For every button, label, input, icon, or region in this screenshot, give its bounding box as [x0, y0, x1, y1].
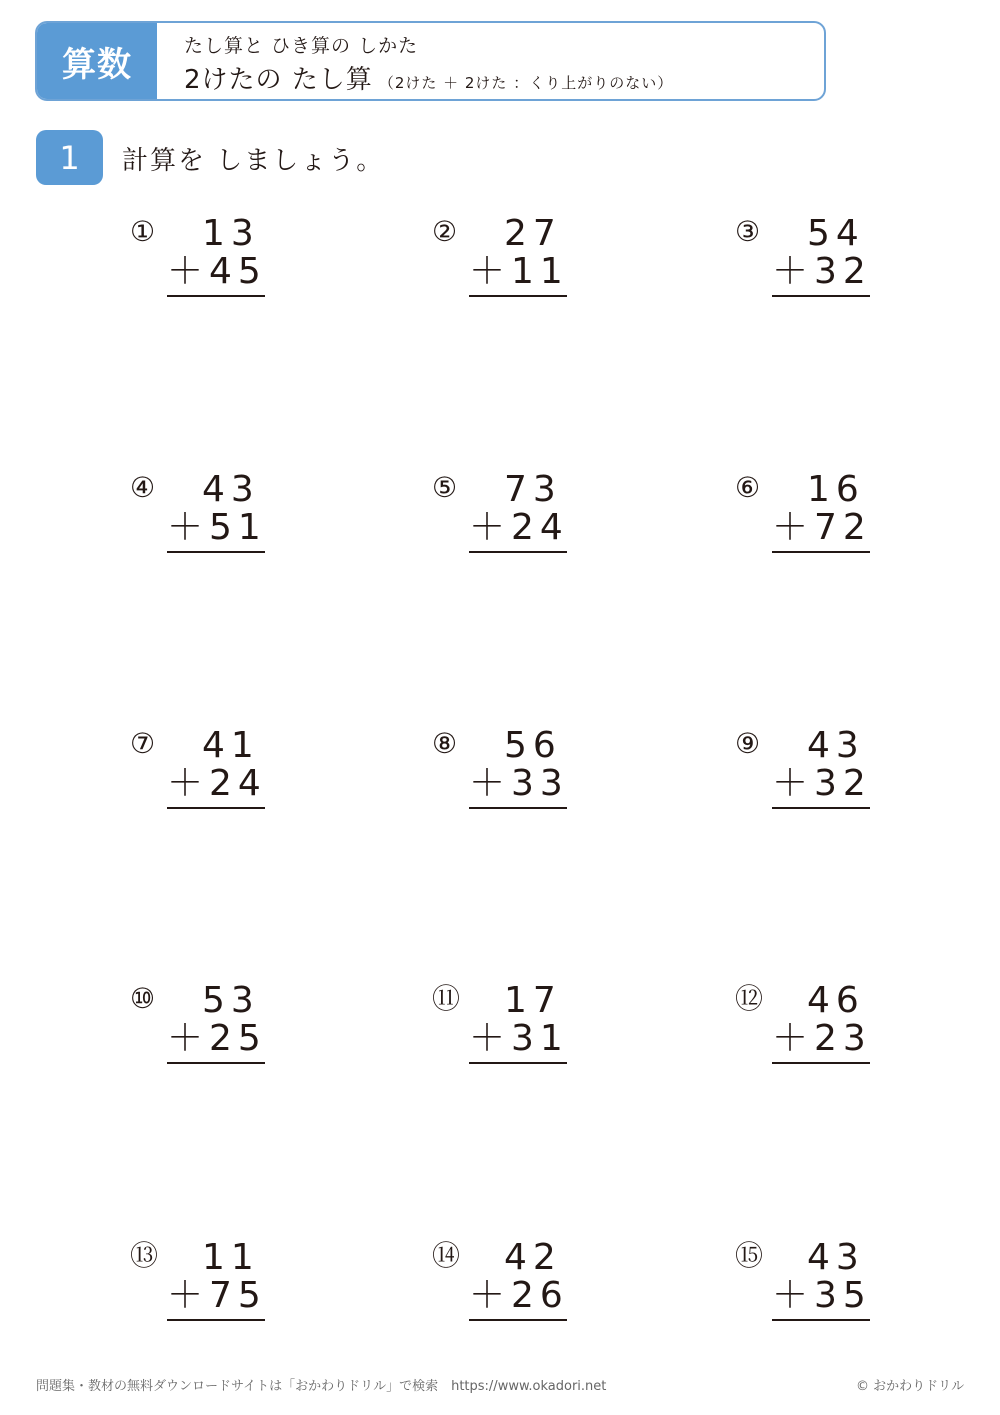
- addend-top: 16: [807, 469, 865, 510]
- problem-number: ⑭: [432, 1239, 461, 1272]
- addend-top: 27: [504, 213, 562, 254]
- addend-top: 54: [807, 213, 865, 254]
- addend-top: 46: [807, 980, 865, 1021]
- addend-top: 17: [504, 980, 562, 1021]
- answer-line: [469, 295, 567, 297]
- title-text: 2けたの たし算: [184, 65, 373, 95]
- addend-bottom: ＋24: [167, 763, 267, 804]
- footer-copyright: © おかわりドリル: [856, 1379, 965, 1394]
- answer-line: [469, 1319, 567, 1321]
- answer-line: [772, 1062, 870, 1064]
- addend-bottom: ＋33: [469, 763, 569, 804]
- problem-number: ⑨: [735, 727, 761, 760]
- problem-number: ③: [735, 215, 761, 248]
- addend-bottom: ＋23: [772, 1018, 872, 1059]
- problem-15: [735, 1237, 875, 1320]
- problem-number: ⑪: [432, 982, 461, 1015]
- addend-top: 43: [807, 725, 865, 766]
- answer-line: [167, 1319, 265, 1321]
- problem-10: [130, 980, 270, 1063]
- worksheet-title: [184, 59, 673, 96]
- problem-number: ⑫: [735, 982, 764, 1015]
- addend-bottom: ＋25: [167, 1018, 267, 1059]
- addend-bottom: ＋26: [469, 1275, 569, 1316]
- problem-14: [432, 1237, 572, 1320]
- answer-line: [167, 807, 265, 809]
- answer-line: [167, 551, 265, 553]
- problem-5: [432, 469, 572, 552]
- addend-bottom: ＋35: [772, 1275, 872, 1316]
- addend-top: 43: [807, 1237, 865, 1278]
- problem-3: [735, 213, 875, 296]
- addend-top: 11: [202, 1237, 260, 1278]
- answer-line: [167, 295, 265, 297]
- answer-line: [772, 1319, 870, 1321]
- answer-line: [772, 807, 870, 809]
- addend-bottom: ＋31: [469, 1018, 569, 1059]
- addend-top: 73: [504, 469, 562, 510]
- problem-11: [432, 980, 572, 1063]
- instruction-text: 計算を しましょう。: [122, 146, 385, 176]
- problem-7: [130, 725, 270, 808]
- answer-line: [469, 807, 567, 809]
- addend-top: 13: [202, 213, 260, 254]
- title-subtitle: （2けた ＋ 2けた ：くり上がりのない）: [378, 74, 674, 92]
- category-label: たし算と ひき算の しかた: [184, 35, 419, 57]
- worksheet-header: [35, 21, 826, 101]
- answer-line: [772, 551, 870, 553]
- problem-number: ⑥: [735, 471, 761, 504]
- addend-top: 43: [202, 469, 260, 510]
- addend-bottom: ＋75: [167, 1275, 267, 1316]
- addend-bottom: ＋32: [772, 763, 872, 804]
- problem-6: [735, 469, 875, 552]
- problem-12: [735, 980, 875, 1063]
- addend-bottom: ＋51: [167, 507, 267, 548]
- problem-number: ⑧: [432, 727, 458, 760]
- problem-number: ②: [432, 215, 458, 248]
- problem-4: [130, 469, 270, 552]
- problem-number: ⑮: [735, 1239, 764, 1272]
- subject-tab: 算数: [37, 23, 157, 99]
- problem-number: ⑬: [130, 1239, 159, 1272]
- problem-number: ⑤: [432, 471, 458, 504]
- addend-bottom: ＋24: [469, 507, 569, 548]
- problem-number: ④: [130, 471, 156, 504]
- answer-line: [167, 1062, 265, 1064]
- problem-1: [130, 213, 270, 296]
- problem-number: ⑦: [130, 727, 156, 760]
- problem-13: [130, 1237, 270, 1320]
- answer-line: [772, 295, 870, 297]
- answer-line: [469, 1062, 567, 1064]
- problem-8: [432, 725, 572, 808]
- answer-line: [469, 551, 567, 553]
- addend-bottom: ＋72: [772, 507, 872, 548]
- addend-top: 53: [202, 980, 260, 1021]
- addend-bottom: ＋45: [167, 251, 267, 292]
- question-number-badge: 1: [36, 130, 103, 185]
- problem-number: ⑩: [130, 982, 156, 1015]
- problem-9: [735, 725, 875, 808]
- addend-top: 41: [202, 725, 260, 766]
- addend-top: 42: [504, 1237, 562, 1278]
- footer-site-info: 問題集・教材の無料ダウンロードサイトは「おかわりドリル」で検索 https://www.okadori.net: [36, 1379, 607, 1394]
- addend-top: 56: [504, 725, 562, 766]
- addend-bottom: ＋11: [469, 251, 569, 292]
- problem-2: [432, 213, 572, 296]
- problem-number: ①: [130, 215, 156, 248]
- addend-bottom: ＋32: [772, 251, 872, 292]
